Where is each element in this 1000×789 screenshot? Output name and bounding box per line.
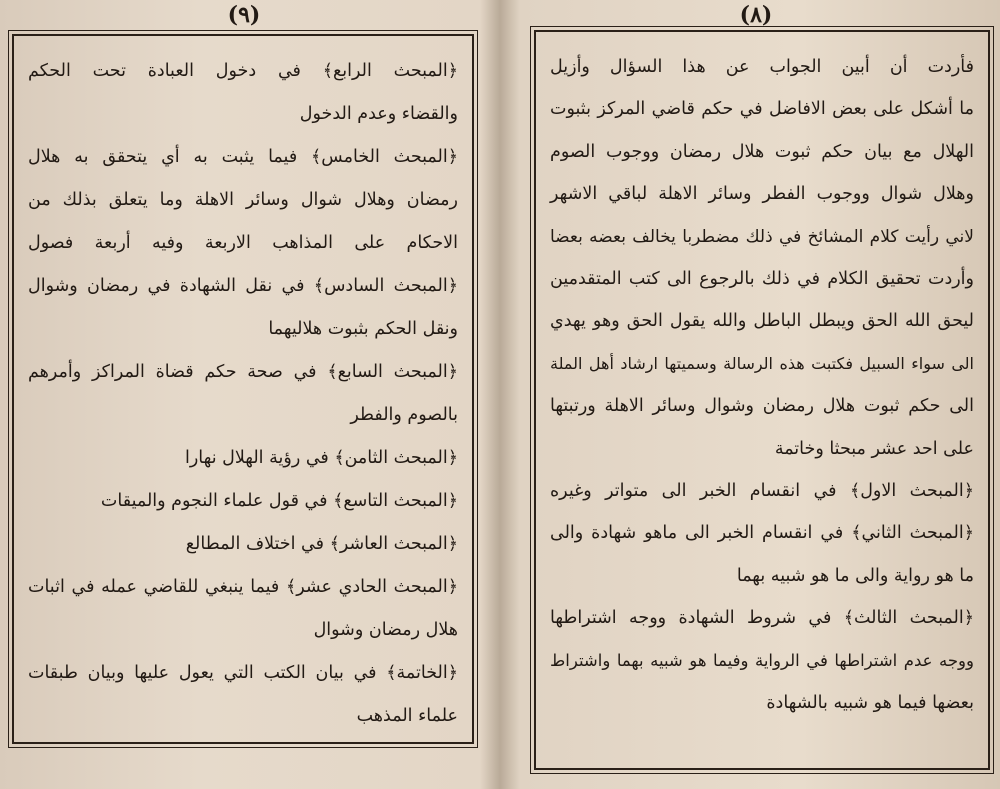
text-line: الهلال مع بيان حكم ثبوت هلال رمضان ووجوب الصوم — [550, 141, 974, 162]
text-line: على احد عشر مبحثا وخاتمة — [774, 438, 974, 459]
text-line: ﴿المبحث الخامس﴾ فيما يثبت به أي يتحقق به هلال — [28, 147, 458, 167]
text-line: ما أشكل على بعض الافاضل في حكم قاضي المركز بثبوت — [550, 99, 974, 120]
text-line: ﴿المبحث العاشر﴾ في اختلاف المطالع — [185, 534, 458, 554]
text-line: ليحق الله الحق ويبطل الباطل والله يقول الحق وهو يهدي — [550, 311, 974, 332]
text-line: ﴿المبحث التاسع﴾ في قول علماء النجوم والميقات — [100, 491, 458, 511]
text-line: الى حكم ثبوت هلال رمضان وشوال وسائر الاهلة ورتبتها — [550, 396, 974, 417]
text-line: ﴿المبحث الحادي عشر﴾ فيما ينبغي للقاضي عمله في اثبات — [28, 577, 458, 597]
text-line: الاحكام على المذاهب الاربعة وفيه أربعة فصول — [28, 233, 458, 253]
left-page-text — [28, 50, 458, 738]
left-page-number: (٩) — [227, 2, 261, 28]
text-line: ونقل الحكم بثبوت هلاليهما — [268, 319, 458, 339]
text-line: علماء المذهب — [356, 706, 458, 726]
text-line: ﴿المبحث السادس﴾ في نقل الشهادة في رمضان وشوال — [28, 276, 458, 296]
text-line: وهلال شوال ووجوب الفطر وسائر الاهلة لباقي الاشهر — [550, 184, 974, 205]
text-line: ﴿الخاتمة﴾ في بيان الكتب التي يعول عليها وبيان طبقات — [28, 663, 458, 683]
text-line: ﴿المبحث الاول﴾ في انقسام الخبر الى متواتر وغيره — [550, 481, 974, 502]
text-line: بالصوم والفطر — [350, 405, 458, 425]
text-line: رمضان وهلال شوال وسائر الاهلة وما يتعلق بذلك من — [28, 190, 458, 210]
text-line: ﴿المبحث الثاني﴾ في انقسام الخبر الى ماهو شهادة والى — [550, 523, 974, 544]
text-line: ووجه عدم اشتراطها في الرواية وفيما هو شبيه بهما واشتراط — [550, 650, 974, 670]
right-page-number: (٨) — [739, 2, 773, 28]
text-line: هلال رمضان وشوال — [313, 620, 458, 640]
right-page — [512, 0, 1000, 789]
text-line: فأردت أن أبين الجواب عن هذا السؤال وأزيل — [550, 57, 974, 77]
text-line: وأردت تحقيق الكلام في ذلك بالرجوع الى كتب المتقدمين — [550, 269, 974, 290]
text-line: ﴿المبحث الثامن﴾ في رؤية الهلال نهارا — [184, 448, 458, 468]
text-line: الى سواء السبيل فكتبت هذه الرسالة وسميتها ارشاد أهل الملة — [550, 353, 974, 373]
text-line: بعضها فيما هو شبيه بالشهادة — [766, 693, 974, 714]
left-page-frame — [12, 34, 474, 744]
right-page-text — [550, 46, 974, 725]
right-page-frame — [534, 30, 990, 770]
left-page — [0, 0, 488, 789]
text-line: ﴿المبحث السابع﴾ في صحة حكم قضاة المراكز وأمرهم — [28, 362, 458, 382]
text-line: ﴿المبحث الرابع﴾ في دخول العبادة تحت الحكم — [28, 61, 458, 81]
text-line: ﴿المبحث الثالث﴾ في شروط الشهادة ووجه اشتراطها — [550, 608, 974, 629]
text-line: لاني رأيت كلام المشائخ في ذلك مضطربا يخالف بعضه بعضا — [550, 226, 974, 247]
text-line: والقضاء وعدم الدخول — [299, 104, 458, 124]
text-line: ما هو رواية والى ما هو شبيه بهما — [736, 565, 974, 586]
